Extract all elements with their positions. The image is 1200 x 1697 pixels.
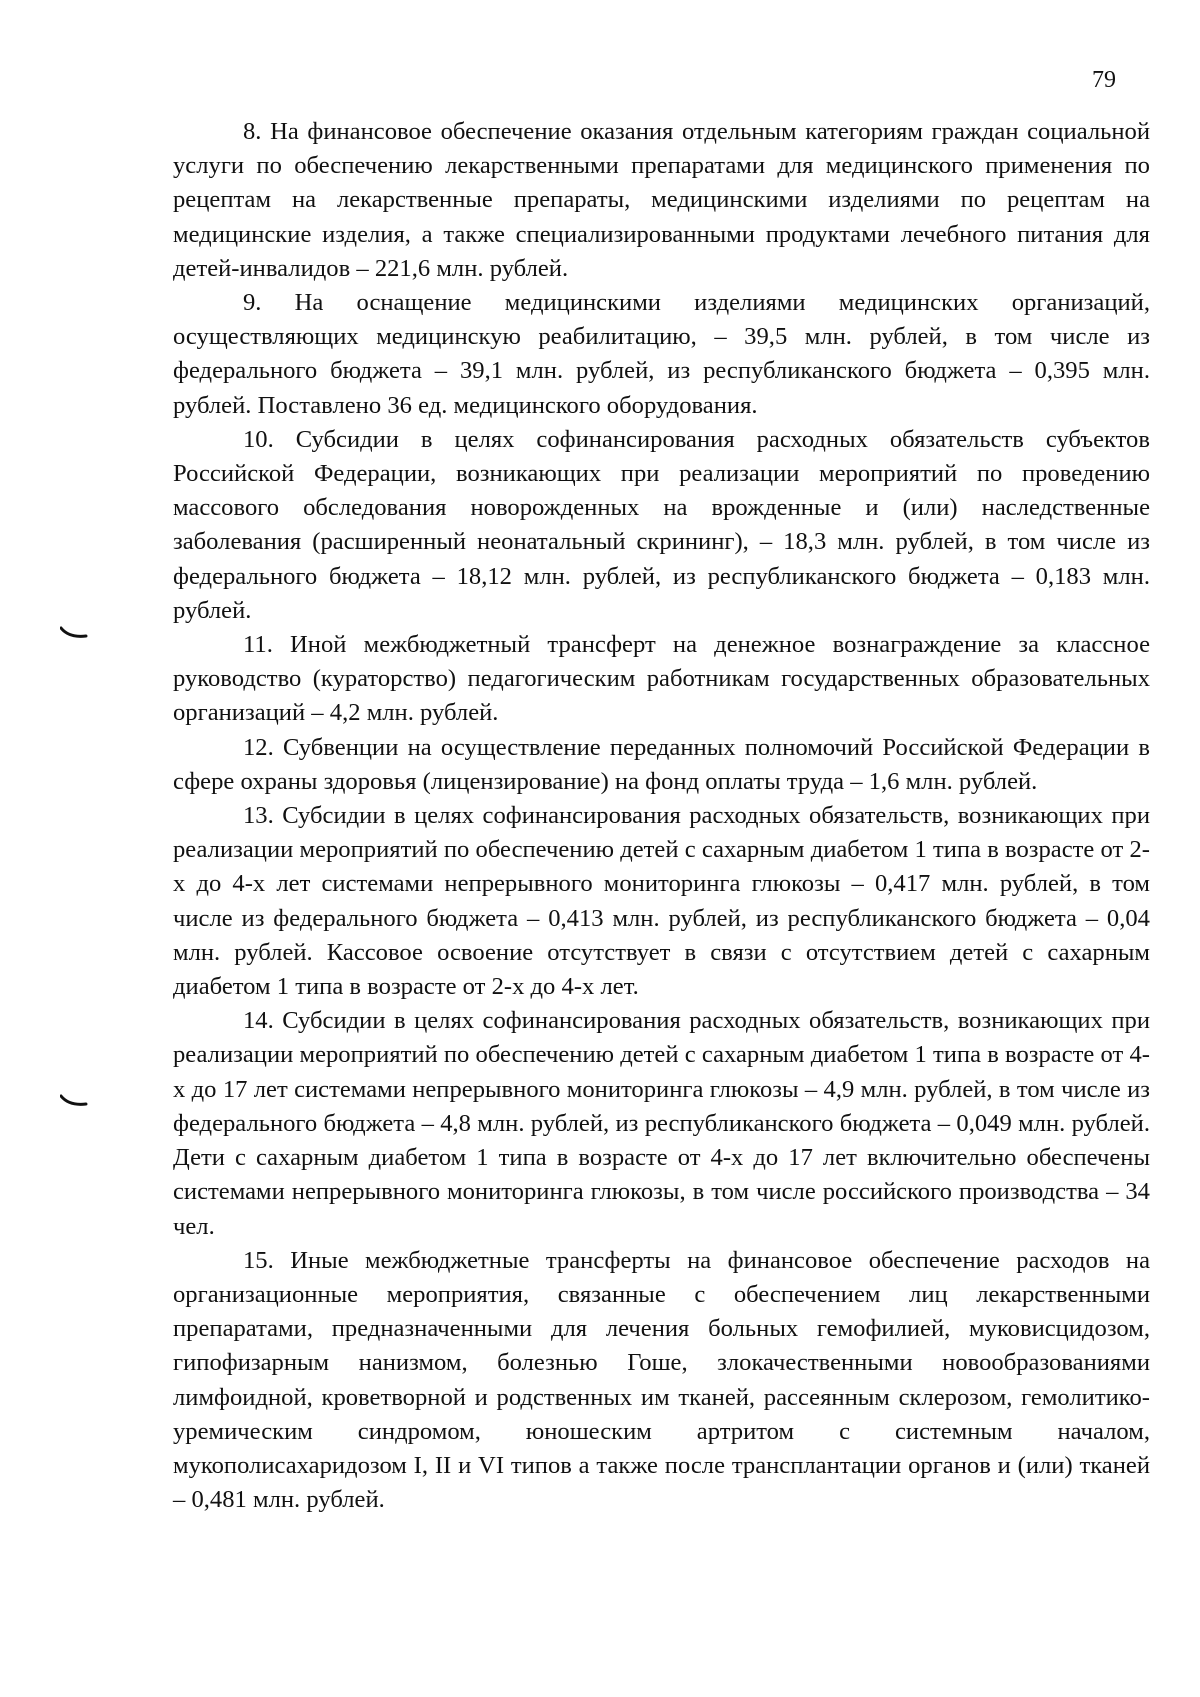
paragraph-13: 13. Субсидии в целях софинансирования расходных обязательств, возникающих при реализации мероприятий по обеспечению детей с сахарным диабетом 1 типа в возрасте от 2-х до 4-х лет системами непрерывного мониторинга глюкозы – 0,417 млн. рублей, в том числе из федерального бюджета – 0,413 млн. рублей, из республиканского бюджета – 0,04 млн. рублей. Кассовое освоение отсутствует в связи с отсутствием детей с сахарным диабетом 1 типа в возрасте от 2-х до 4-х лет. xyxy=(173,802,1150,1001)
binder-hole-mark-icon xyxy=(60,626,88,640)
paragraph-9: 9. На оснащение медицинскими изделиями медицинских организаций, осуществляющих медицинскую реабилитацию, – 39,5 млн. рублей, в том числе из федерального бюджета – 39,1 млн. рублей, из республиканского бюджета – 0,395 млн. рублей. Поставлено 36 ед. медицинского оборудования. xyxy=(173,289,1150,419)
paragraph-10: 10. Субсидии в целях софинансирования расходных обязательств субъектов Российской Федерации, возникающих при реализации мероприятий по проведению массового обследования новорожденных на врожденные и (или) наследственные заболевания (расширенный неонатальный скрининг), – 18,3 млн. рублей, в том числе из федерального бюджета – 18,12 млн. рублей, из республиканского бюджета – 0,183 млн. рублей. xyxy=(173,425,1150,624)
paragraph-14: 14. Субсидии в целях софинансирования расходных обязательств, возникающих при реализации мероприятий по обеспечению детей с сахарным диабетом 1 типа в возрасте от 4-х до 17 лет системами непрерывного мониторинга глюкозы – 4,9 млн. рублей, в том числе из федерального бюджета – 4,8 млн. рублей, из республиканского бюджета – 0,049 млн. рублей. Дети с сахарным диабетом 1 типа в возрасте от 4-х до 17 лет включительно обеспечены системами непрерывного мониторинга глюкозы, в том числе российского производства – 34 чел. xyxy=(173,1007,1150,1240)
paragraph-15: 15. Иные межбюджетные трансферты на финансовое обеспечение расходов на организационные мероприятия, связанные с обеспечением лиц лекарственными препаратами, предназначенными для лечения больных гемофилией, муковисцидозом, гипофизарным нанизмом, болезнью Гоше, злокачественными новообразованиями лимфоидной, кроветворной и родственных им тканей, рассеянным склерозом, гемолитико-уремическим синдромом, юношеским артритом с системным началом, мукополисахаридозом I, II и VI типов а также после трансплантации органов и (или) тканей – 0,481 млн. рублей. xyxy=(173,1246,1150,1514)
page-number: 79 xyxy=(1092,67,1116,93)
paragraph-11: 11. Иной межбюджетный трансферт на денежное вознаграждение за классное руководство (кураторство) педагогическим работникам государственных образовательных организаций – 4,2 млн. рублей. xyxy=(173,631,1150,727)
paragraph-8: 8. На финансовое обеспечение оказания отдельным категориям граждан социальной услуги по обеспечению лекарственными препаратами для медицинского применения по рецептам на лекарственные препараты, медицинскими изделиями по рецептам на медицинские изделия, а также специализированными продуктами лечебного питания для детей-инвалидов – 221,6 млн. рублей. xyxy=(173,118,1150,282)
paragraph-12: 12. Субвенции на осуществление переданных полномочий Российской Федерации в сфере охраны здоровья (лицензирование) на фонд оплаты труда – 1,6 млн. рублей. xyxy=(173,733,1150,795)
binder-hole-mark-icon xyxy=(60,1094,88,1108)
document-body xyxy=(173,115,1150,1517)
